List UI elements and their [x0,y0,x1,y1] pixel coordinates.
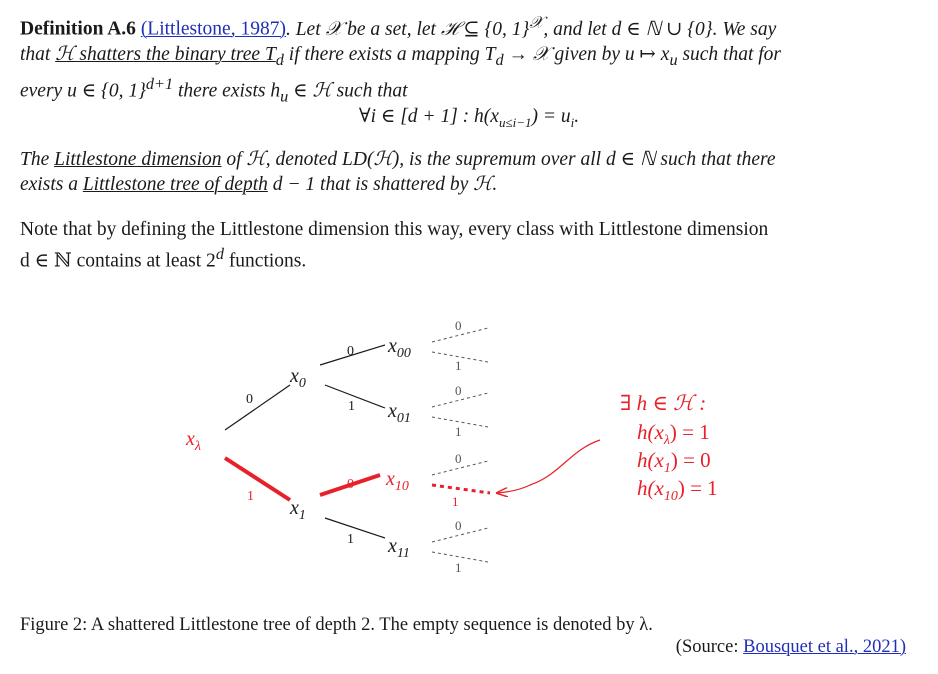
definition-text: there exists h [173,80,281,102]
definition-sup: d+1 [145,75,174,94]
definition-sub: u [669,50,678,69]
definition-text: that [20,43,56,65]
leaf-label-x01-1: 1 [455,424,462,439]
annotation-line-2: $h(x_\lambda) = 1$ [637,420,710,448]
node-x10-label: $x_{10}$ [386,468,409,494]
ld-term: Littlestone tree of depth [82,174,268,195]
equation-end: . [574,106,580,127]
leaf-label-x11-0: 0 [455,518,462,533]
leaf-label-x00-1: 1 [455,358,462,373]
note-line-2 [20,242,915,274]
definition-text: such that for [677,43,782,65]
definition-line-1 [20,10,915,42]
note-paragraph [20,217,915,274]
edge-label-x1-x10: 0 [347,477,354,492]
definition-sub: d [495,50,504,69]
note-line-1: Note that by defining the Littlestone dimension this way, every class with Littlestone dimension [20,219,769,240]
edge-label-root-x0: 0 [246,392,253,407]
leaf-label-x00-0: 0 [455,318,462,333]
node-x00-label: $x_{00}$ [388,335,411,361]
definition-paragraph [20,10,915,110]
edge-label-x0-x01: 1 [348,399,355,414]
annotation-line-3: $h(x_1) = 0$ [637,448,711,476]
node-root-label: $x_\lambda$ [186,428,201,454]
node-x01-label: $x_{01}$ [388,400,411,426]
edge-label-x1-x11: 1 [347,532,354,547]
ld-line-2 [20,172,915,197]
equation-lhs: ∀i ∈ [d + 1] : h(x [358,106,499,127]
annotation-line-1: ∃ h ∈ ℋ : [620,391,707,415]
definition-sub: d [275,50,284,69]
edge-root-x1 [225,458,290,500]
ld-text: of ℋ, denoted LD(ℋ), is the supremum over all d ∈ ℕ such that there [221,149,776,170]
edge-label-x0-x00: 0 [347,344,354,359]
annotation-arrow [497,440,600,493]
ld-text: d − 1 that is shattered by ℋ. [267,174,498,195]
definition-text: every u ∈ {0, 1} [20,80,146,102]
ld-text: The [20,149,55,170]
equation-rhs: ) = u [531,106,571,127]
definition-label: Definition A.6 [20,18,136,40]
node-x1-label: $x_1$ [290,497,306,523]
definition-text: ∈ ℋ such that [288,80,408,102]
leaf-label-x10-0: 0 [455,451,462,466]
leaf-label-x11-1: 1 [455,560,462,575]
citation-link[interactable]: (Littlestone, 1987) [140,18,286,40]
shattering-equation [0,104,938,131]
ld-text: exists a [20,174,83,195]
figure-caption: Figure 2: A shattered Littlestone tree of depth 2. The empty sequence is denoted by λ. [20,615,653,635]
source-prefix: (Source: [675,637,744,657]
definition-text: if there exists a mapping T [283,43,496,65]
definition-text: . Let 𝒳 be a set, let ℋ ⊆ {0, 1} [285,18,530,40]
ld-line-1 [20,147,915,172]
node-x11-label: $x_{11}$ [388,535,410,561]
littlestone-dimension-paragraph [20,147,915,197]
note-text: d ∈ ℕ contains at least 2 [20,250,216,272]
leaf-label-x10-1: 1 [452,494,459,509]
edge-x0-x01 [325,385,385,408]
note-text: functions. [223,250,307,272]
definition-line-2 [20,42,915,73]
annotation-line-4: $h(x_{10}) = 1$ [637,476,718,504]
edge-root-x0 [225,385,290,430]
figure-source [676,637,906,658]
leaf-label-x01-0: 0 [455,383,462,398]
definition-term: ℋ shatters the binary tree T [55,43,276,65]
definition-sup: 𝒳 [529,13,544,31]
note-sup: d [215,245,224,263]
edge-x1-x11 [325,518,385,538]
leaf-edge-x10-1 [432,485,490,493]
definition-text: , and let d ∈ ℕ ∪ {0}. We say [543,18,777,40]
ld-term: Littlestone dimension [54,149,222,170]
node-x0-label: $x_0$ [290,365,306,391]
definition-sub: u [280,87,289,106]
equation-rhs-sub: i [570,114,575,130]
definition-text: → 𝒳 given by u ↦ x [503,43,670,65]
source-citation-link[interactable]: Bousquet et al., 2021) [743,637,906,657]
littlestone-tree-figure [0,300,938,600]
equation-sub: u≤i−1 [498,114,532,130]
edge-label-root-x1: 1 [247,489,254,504]
